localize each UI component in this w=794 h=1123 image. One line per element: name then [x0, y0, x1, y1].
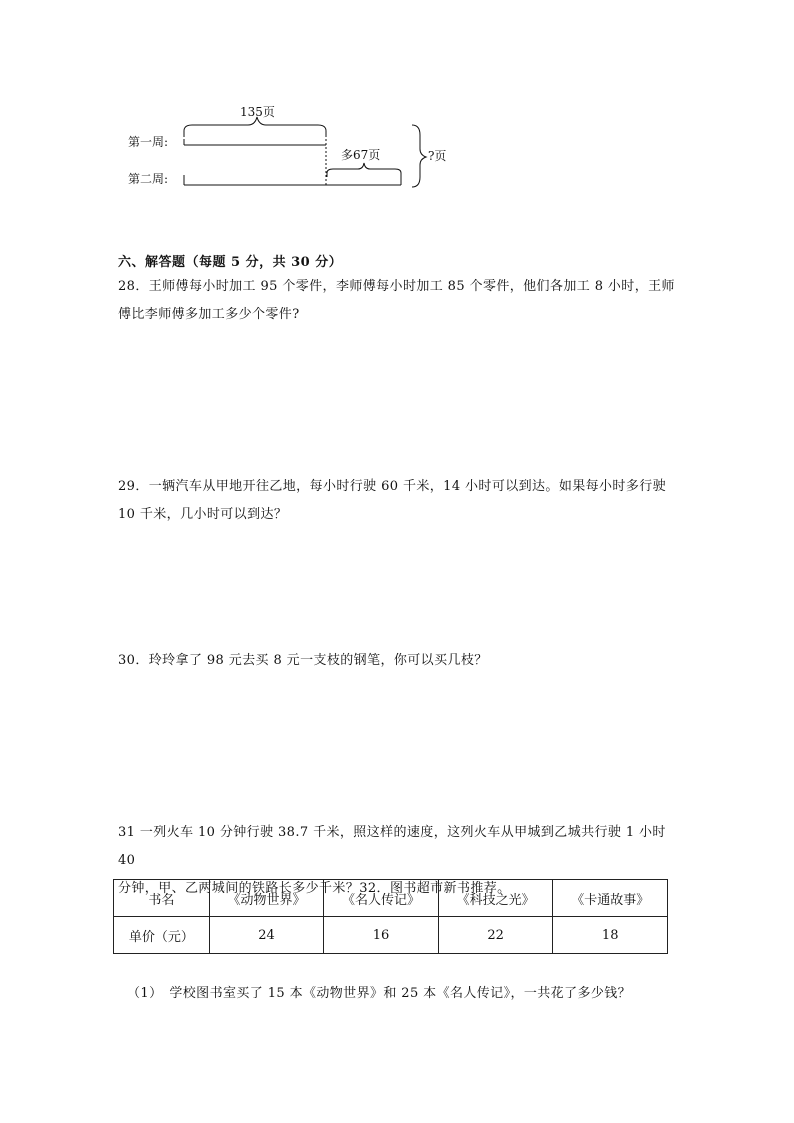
segment-diagram	[120, 95, 460, 195]
question-30-line1: 30．玲玲拿了 98 元去买 8 元一支枝的钢笔，你可以买几枝？	[118, 653, 488, 668]
segment-diagram-svg	[120, 95, 460, 195]
question-28	[118, 273, 683, 329]
question-29-line2: 10 千米，几小时可以到达？	[118, 507, 288, 522]
question-28-line2: 傅比李师傅多加工多少个零件?	[118, 307, 300, 322]
question-31-line1: 31 一列火车 10 分钟行驶 38.7 千米，照这样的速度，这列火车从甲城到乙城共行驶 1 小时 40	[118, 825, 666, 868]
table-cell: 16	[324, 917, 439, 954]
total-value: ?页	[428, 149, 447, 163]
question-31-line2: 分钟，甲、乙两城间的铁路长多少千米？32．图书超市新书推荐。	[118, 881, 511, 896]
question-30	[118, 647, 683, 675]
table-cell: 书名	[114, 880, 210, 917]
table-cell: 《科技之光》	[438, 880, 553, 917]
table-cell: 单价（元）	[114, 917, 210, 954]
total-brace	[412, 125, 426, 187]
question-28-line1: 28．王师傅每小时加工 95 个零件，李师傅每小时加工 85 个零件，他们各加工 8 小时，王师	[118, 279, 675, 294]
table-row	[114, 917, 668, 954]
question-29	[118, 473, 683, 529]
table-header-row	[114, 880, 668, 917]
week1-brace	[184, 117, 326, 137]
section-title: 六、解答题（每题 5 分，共 30 分）	[118, 255, 343, 270]
book-price-table	[113, 879, 668, 954]
more-value: 多67页	[341, 148, 381, 162]
table-cell: 18	[553, 917, 668, 954]
table-cell: 22	[438, 917, 553, 954]
subquestion-1: （1） 学校图书室买了 15 本《动物世界》和 25 本《名人传记》，一共花了多少钱？	[127, 986, 632, 1001]
table-cell: 《名人传记》	[324, 880, 439, 917]
more-brace	[327, 163, 401, 177]
question-29-line1: 29．一辆汽车从甲地开往乙地，每小时行驶 60 千米，14 小时可以到达。如果每小时多行驶	[118, 479, 667, 494]
table-cell: 《卡通故事》	[553, 880, 668, 917]
week1-label: 第一周:	[128, 135, 169, 149]
week2-label: 第二周:	[128, 172, 169, 186]
week1-value: 135页	[240, 105, 275, 119]
table-cell: 《动物世界》	[209, 880, 324, 917]
table-cell: 24	[209, 917, 324, 954]
